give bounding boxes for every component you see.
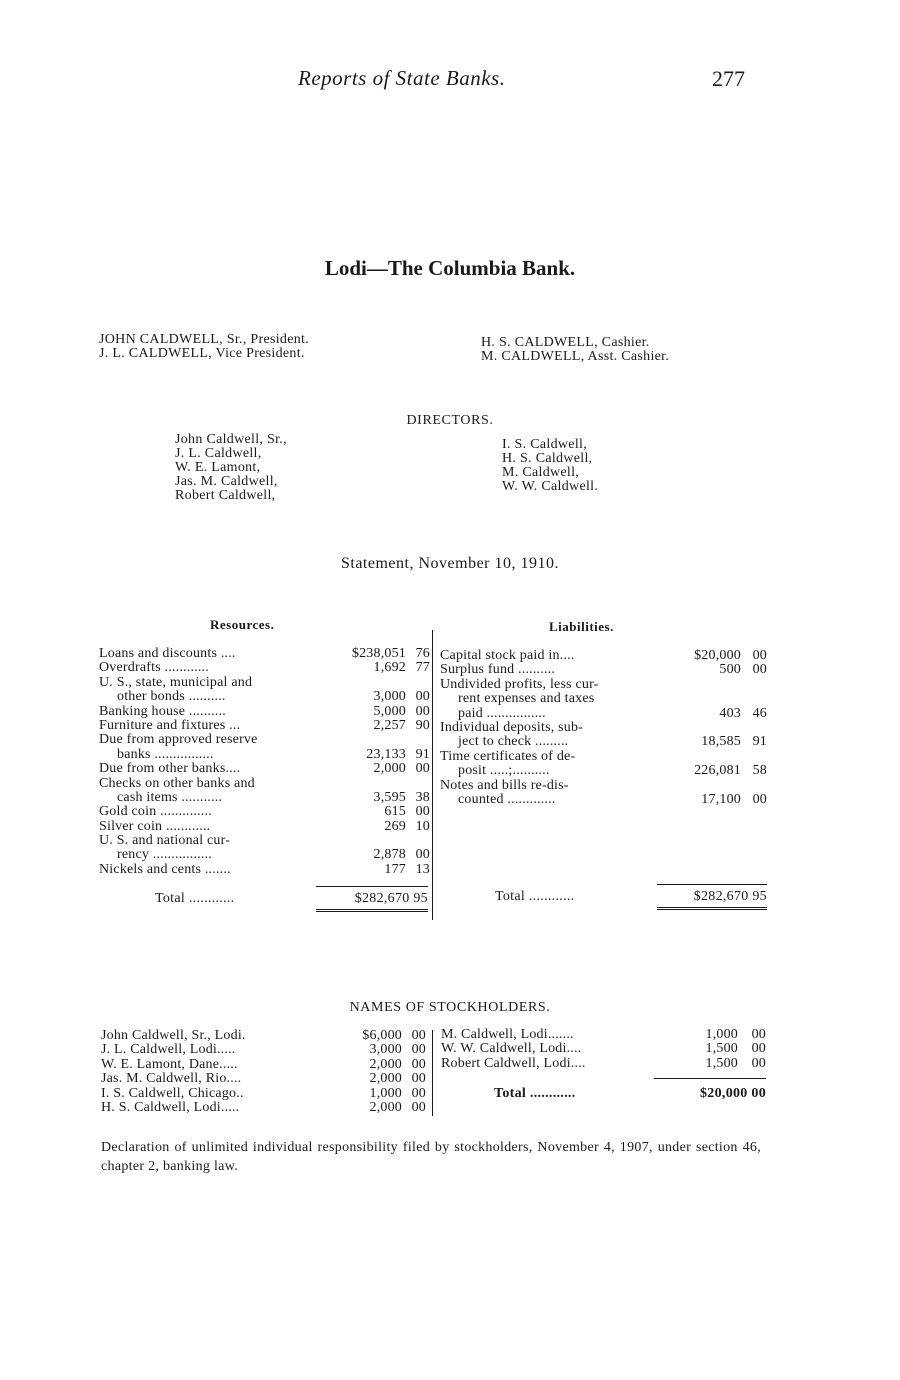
row-label: U. S., state, municipal and [99, 675, 253, 690]
row-label: banks ................ [117, 747, 214, 762]
table-row [99, 719, 430, 733]
row-label: Capital stock paid in.... [440, 649, 575, 663]
officer-cashier: H. S. CALDWELL, Cashier. [481, 335, 650, 350]
table-row [99, 820, 430, 834]
stockholders-total-amount: $20,000 00 [700, 1086, 766, 1101]
row-cents [741, 678, 767, 692]
row-amount: 2,000 [369, 1099, 402, 1115]
officer-vice-president: J. L. CALDWELL, Vice President. [99, 346, 305, 361]
row-cents: 00 [751, 1055, 766, 1071]
directors-right-list [502, 438, 598, 494]
resources-total-double-rule [316, 909, 428, 912]
table-row [101, 1087, 426, 1101]
statement-date: Statement, November 10, 1910. [340, 555, 559, 572]
row-label: cash items ........... [117, 790, 223, 805]
table-row [99, 863, 430, 877]
stockholders-sum-rule [654, 1078, 766, 1079]
table-row [440, 735, 767, 749]
table-row [441, 1028, 766, 1042]
table-row [99, 777, 430, 791]
row-cents: 00 [752, 662, 767, 678]
row-label: other bonds .......... [117, 690, 226, 705]
row-amount: 18,585 [701, 734, 741, 750]
row-label: Undivided profits, less cur- [440, 677, 599, 692]
director-name: H. S. Caldwell, [502, 451, 593, 466]
row-amount: 5,000 [373, 703, 406, 719]
liabilities-sum-rule [657, 884, 767, 885]
officer-asst-cashier: M. CALDWELL, Asst. Cashier. [481, 349, 670, 364]
officers-right [481, 336, 669, 364]
table-row [99, 805, 430, 819]
row-amount [306, 777, 406, 791]
row-label: Surplus fund .......... [440, 663, 556, 678]
row-cents [406, 834, 430, 848]
table-row [440, 663, 767, 677]
row-label: Due from approved reserve [99, 733, 258, 748]
row-label: W. W. Caldwell, Lodi.... [441, 1042, 582, 1057]
table-row [440, 793, 767, 807]
row-cents: 90 [415, 717, 430, 733]
row-amount [633, 750, 741, 764]
row-label: Checks on other banks and [99, 776, 255, 791]
row-amount: 3,595 [373, 789, 406, 805]
row-label: Loans and discounts .... [99, 647, 236, 661]
table-row [99, 762, 430, 776]
row-cents: 00 [411, 1071, 426, 1087]
table-row [441, 1042, 766, 1056]
row-amount [633, 678, 741, 692]
row-cents [741, 721, 767, 735]
row-label: John Caldwell, Sr., Lodi. [101, 1029, 246, 1043]
officer-president: JOHN CALDWELL, Sr., President. [99, 332, 310, 347]
row-cents: 00 [752, 791, 767, 807]
row-cents: 77 [415, 660, 430, 676]
liabilities-total-label: Total ............ [495, 889, 575, 904]
row-cents: 00 [415, 689, 430, 705]
row-cents: 00 [411, 1028, 426, 1043]
row-label: Individual deposits, sub- [440, 720, 584, 735]
row-label: W. E. Lamont, Dane..... [101, 1057, 238, 1072]
row-amount: 2,000 [369, 1071, 402, 1087]
row-label: H. S. Caldwell, Lodi..... [101, 1100, 240, 1115]
row-label: Notes and bills re-dis- [440, 778, 569, 793]
row-cents [406, 676, 430, 690]
row-amount: 403 [719, 705, 741, 721]
row-amount [306, 834, 406, 848]
row-cents: 00 [752, 648, 767, 663]
declaration-text: Declaration of unlimited individual responsibility filed by stockholders, November 4, 1907, under section 46, chapter 2, banking law. [101, 1140, 761, 1174]
row-amount: 1,000 [369, 1085, 402, 1101]
row-cents: 00 [411, 1099, 426, 1115]
row-cents: 10 [415, 818, 430, 834]
row-label: Jas. M. Caldwell, Rio.... [101, 1072, 242, 1087]
table-row [99, 791, 430, 805]
row-cents: 00 [415, 761, 430, 777]
director-name: John Caldwell, Sr., [175, 432, 287, 447]
row-amount: 2,257 [373, 717, 406, 733]
table-row [440, 678, 767, 692]
table-row [440, 779, 767, 793]
stockholders-divider [432, 1030, 433, 1116]
row-cents [741, 779, 767, 793]
row-label: Silver coin ............ [99, 819, 211, 834]
director-name: Robert Caldwell, [175, 488, 276, 503]
table-row [440, 764, 767, 778]
row-amount: $6,000 [362, 1028, 402, 1043]
row-label: ject to check ......... [458, 735, 569, 750]
row-amount: 615 [384, 804, 406, 820]
row-label: J. L. Caldwell, Lodi..... [101, 1043, 236, 1058]
row-amount: 177 [384, 861, 406, 877]
row-amount: 1,500 [705, 1041, 738, 1057]
bank-title: Lodi—The Columbia Bank. [324, 256, 576, 280]
resources-heading: Resources. [210, 617, 275, 632]
row-cents [406, 733, 430, 747]
table-row [441, 1057, 766, 1071]
row-amount: 23,133 [366, 746, 406, 762]
row-amount [633, 779, 741, 793]
director-name: W. W. Caldwell. [502, 479, 599, 494]
row-cents: 00 [411, 1042, 426, 1058]
stockholders-right-list [441, 1028, 766, 1071]
row-amount: 3,000 [369, 1042, 402, 1058]
table-row [99, 705, 430, 719]
row-amount: 1,500 [705, 1055, 738, 1071]
row-cents: 00 [411, 1056, 426, 1072]
stockholders-total-label: Total ............ [494, 1086, 576, 1101]
row-label: posit .....;.......... [458, 764, 550, 779]
row-cents: 76 [415, 646, 430, 661]
stockholders-left-list [101, 1029, 426, 1115]
row-cents: 58 [752, 763, 767, 779]
table-row [440, 692, 767, 706]
table-row [99, 748, 430, 762]
directors-heading: DIRECTORS. [406, 413, 494, 428]
table-row [99, 834, 430, 848]
resources-total-amount: $282,670 95 [354, 891, 428, 906]
row-cents: 13 [415, 861, 430, 877]
officers-left [99, 333, 309, 361]
table-row [99, 661, 430, 675]
row-amount [633, 721, 741, 735]
row-cents: 91 [415, 746, 430, 762]
row-cents: 46 [752, 705, 767, 721]
row-amount [633, 692, 741, 706]
director-name: J. L. Caldwell, [175, 446, 262, 461]
liabilities-table [440, 649, 767, 807]
row-label: U. S. and national cur- [99, 834, 231, 849]
row-label: rency ................ [117, 848, 212, 863]
director-name: M. Caldwell, [502, 465, 580, 480]
row-amount: $20,000 [694, 648, 741, 663]
resources-total-label: Total ............ [155, 891, 235, 906]
table-row [99, 647, 430, 661]
row-amount: 226,081 [694, 763, 741, 779]
page-number: 277 [712, 66, 745, 91]
table-row [99, 690, 430, 704]
row-label: Furniture and fixtures ... [99, 718, 241, 733]
table-row [440, 750, 767, 764]
row-amount: 2,878 [373, 847, 406, 863]
row-amount: 1,000 [705, 1027, 738, 1042]
row-amount: 2,000 [373, 761, 406, 777]
row-label: paid ................ [458, 706, 546, 721]
table-row [99, 733, 430, 747]
director-name: W. E. Lamont, [175, 460, 261, 475]
row-cents: 00 [751, 1027, 766, 1042]
row-amount: 3,000 [373, 689, 406, 705]
row-label: M. Caldwell, Lodi....... [441, 1028, 574, 1042]
directors-left-list [175, 433, 287, 503]
row-amount: 17,100 [701, 791, 741, 807]
row-cents: 00 [415, 847, 430, 863]
row-cents: 00 [751, 1041, 766, 1057]
row-cents: 00 [415, 804, 430, 820]
row-amount [306, 676, 406, 690]
liabilities-total-amount: $282,670 95 [693, 889, 767, 904]
row-cents [741, 692, 767, 706]
row-label: Gold coin .............. [99, 805, 212, 820]
table-row [101, 1072, 426, 1086]
running-title: Reports of State Banks. [298, 66, 506, 90]
row-label: Overdrafts ............ [99, 661, 209, 676]
table-row [440, 707, 767, 721]
row-label: I. S. Caldwell, Chicago.. [101, 1086, 244, 1101]
row-cents: 91 [752, 734, 767, 750]
director-name: Jas. M. Caldwell, [175, 474, 278, 489]
table-row [99, 848, 430, 862]
row-cents [741, 750, 767, 764]
row-amount: 2,000 [369, 1056, 402, 1072]
row-label: Time certificates of de- [440, 749, 576, 764]
row-cents: 00 [415, 703, 430, 719]
table-row [101, 1101, 426, 1115]
row-amount: 1,692 [373, 660, 406, 676]
row-label: Due from other banks.... [99, 762, 241, 777]
row-label: rent expenses and taxes [458, 692, 595, 707]
row-cents: 38 [415, 789, 430, 805]
row-label: Banking house .......... [99, 704, 226, 719]
row-cents [406, 777, 430, 791]
row-amount [306, 733, 406, 747]
row-label: Nickels and cents ....... [99, 862, 231, 877]
director-name: I. S. Caldwell, [502, 437, 587, 452]
resources-sum-rule [316, 886, 428, 887]
resources-table [99, 647, 430, 877]
table-row [101, 1029, 426, 1043]
row-amount: 500 [719, 662, 741, 678]
table-row [99, 676, 430, 690]
row-label: Robert Caldwell, Lodi.... [441, 1056, 586, 1071]
row-label: counted ............. [458, 792, 556, 807]
row-amount: 269 [384, 818, 406, 834]
row-cents: 00 [411, 1085, 426, 1101]
center-divider [432, 630, 433, 920]
liabilities-heading: Liabilities. [549, 619, 614, 634]
table-row [101, 1058, 426, 1072]
row-amount: $238,051 [351, 646, 406, 661]
liabilities-total-double-rule [657, 907, 767, 910]
table-row [440, 649, 767, 663]
table-row [101, 1043, 426, 1057]
stockholders-heading: NAMES OF STOCKHOLDERS. [349, 1000, 551, 1015]
table-row [440, 721, 767, 735]
